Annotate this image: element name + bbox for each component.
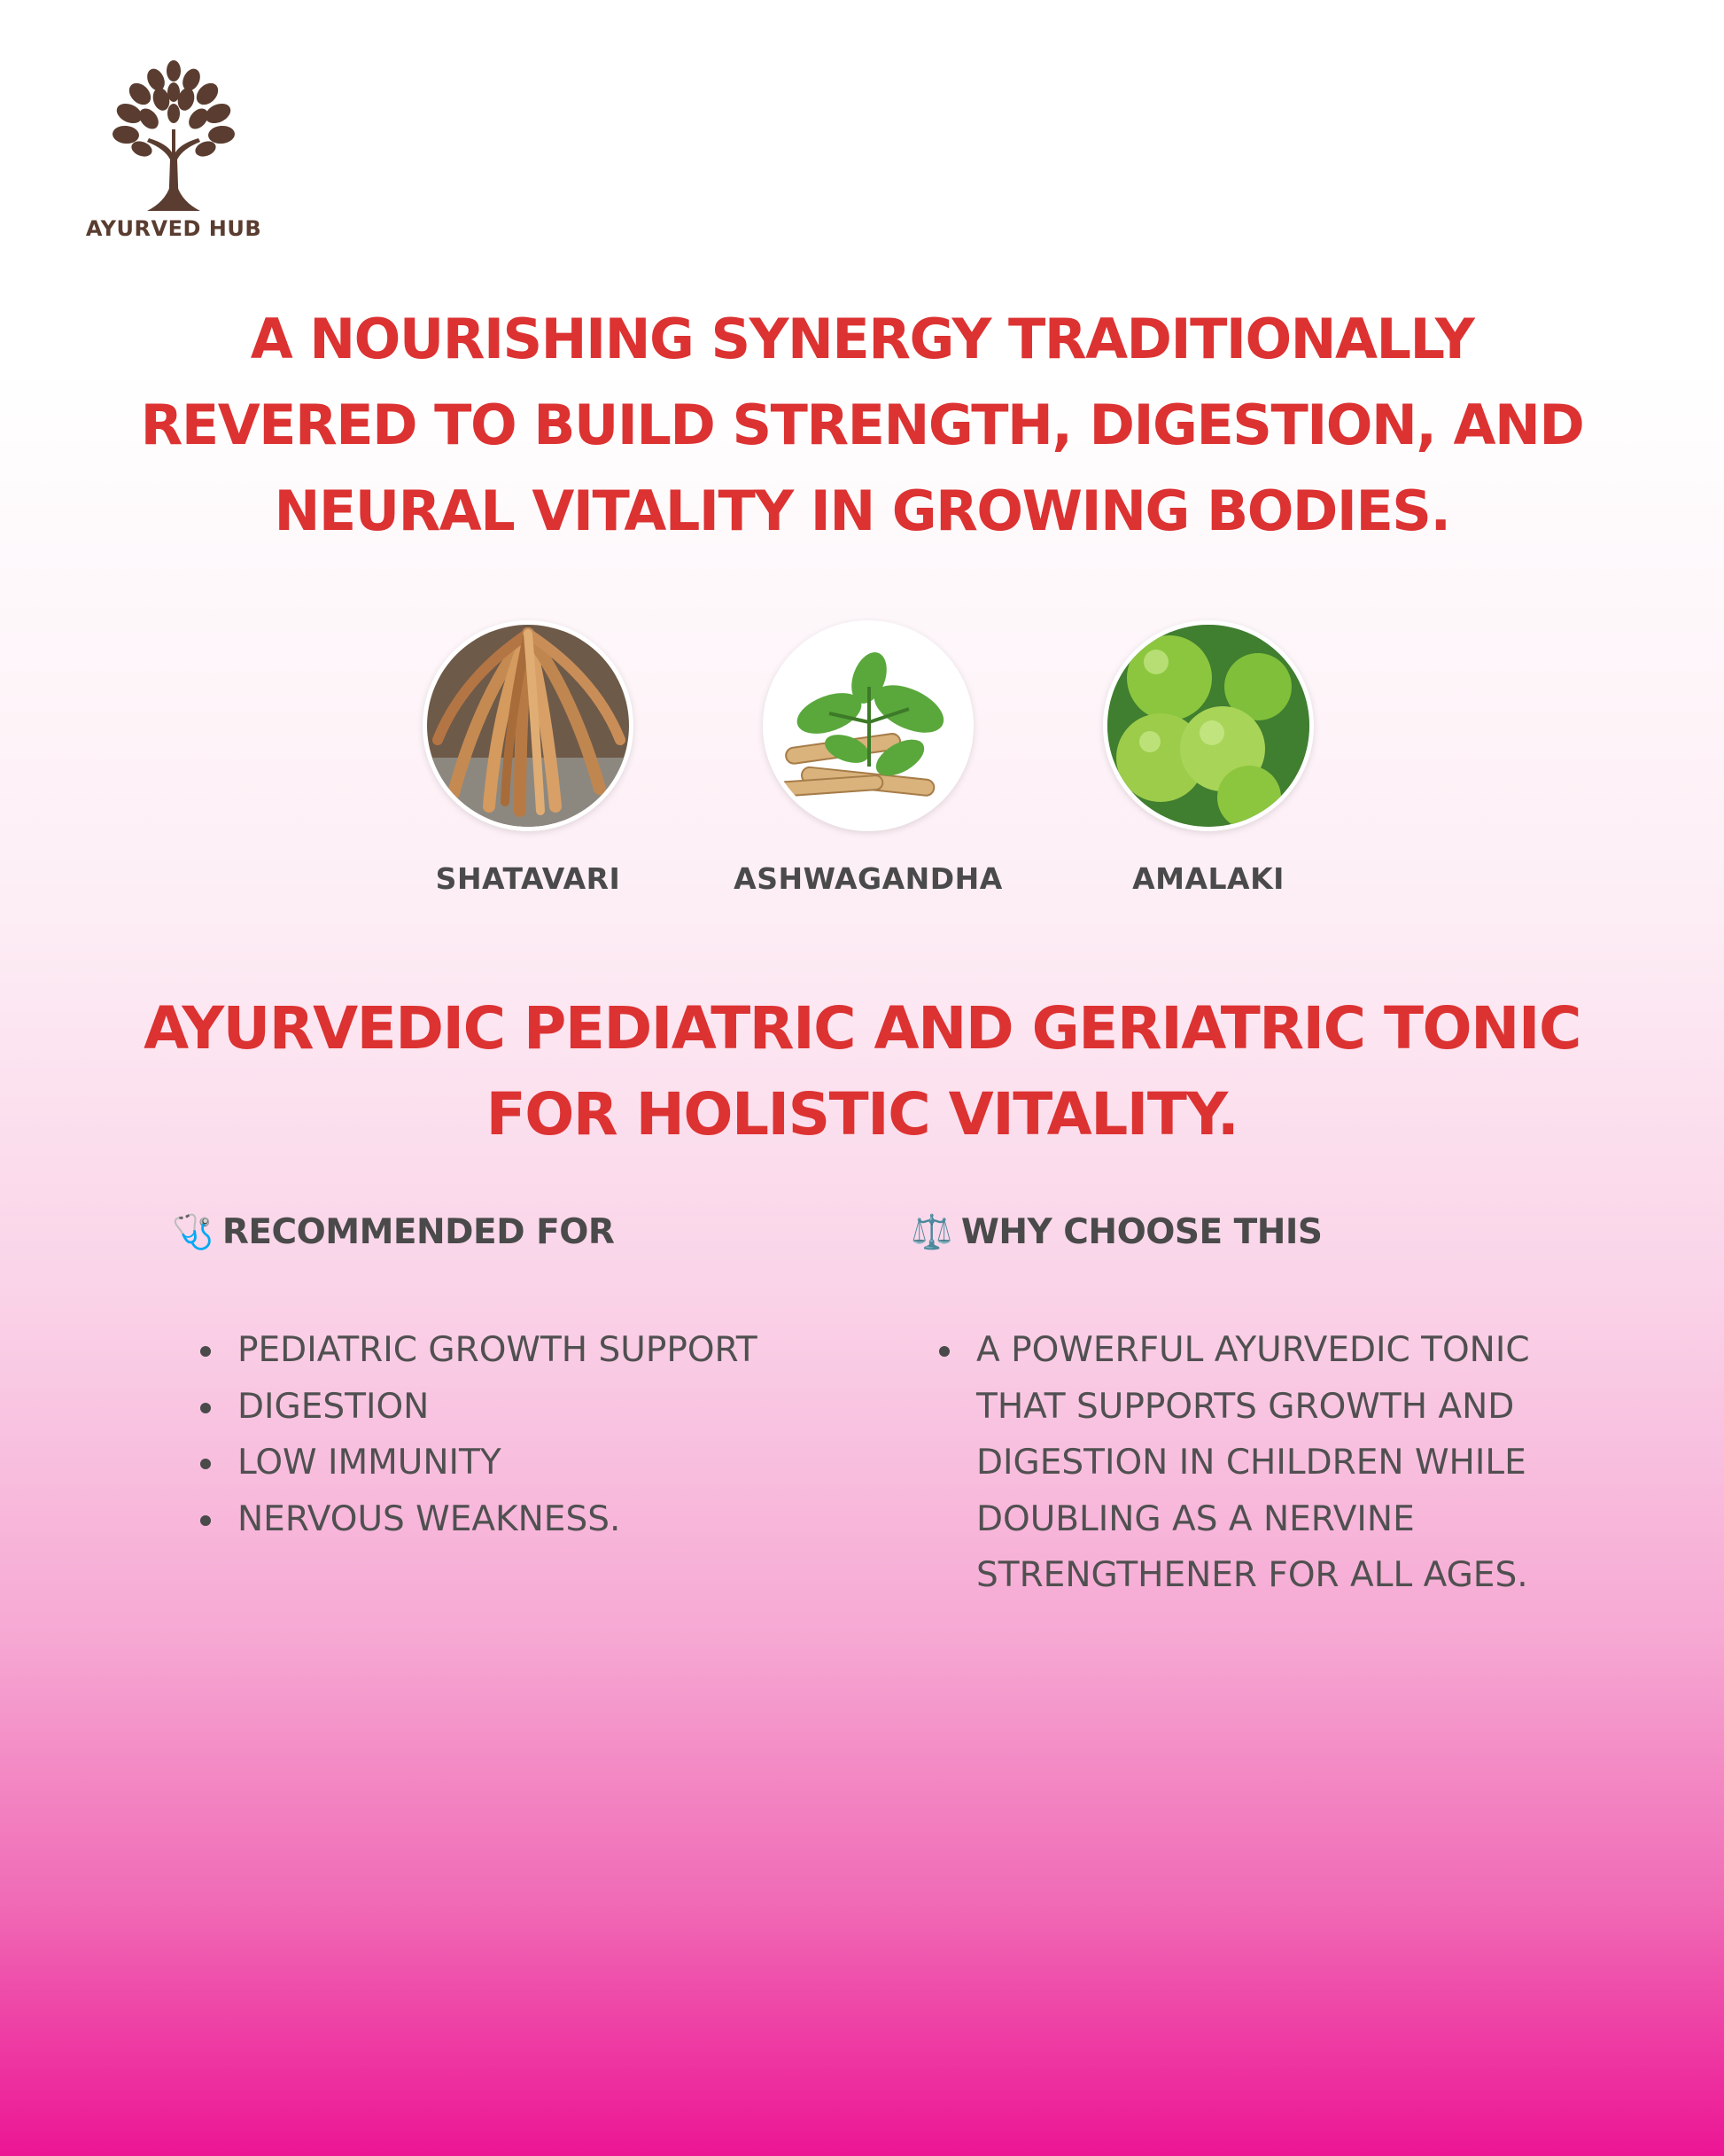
recommended-title: [172, 1212, 614, 1252]
herb-ashwagandha: [709, 620, 1028, 896]
list-item: DIGESTION: [200, 1379, 820, 1436]
herb-label-amalaki: AMALAKI: [1132, 861, 1285, 896]
herb-row: [0, 620, 1724, 904]
list-item: LOW IMMUNITY: [200, 1435, 820, 1491]
ashwagandha-image: [763, 620, 974, 831]
herb-label-shatavari: SHATAVARI: [435, 861, 621, 896]
herb-label-ashwagandha: ASHWAGANDHA: [734, 861, 1003, 896]
why-list: [939, 1322, 1550, 1604]
why-title: [911, 1212, 1323, 1252]
shatavari-image: [423, 620, 633, 831]
list-item: A POWERFUL AYURVEDIC TONIC THAT SUPPORTS GROWTH AND DIGESTION IN CHILDREN WHILE DOUBLING AS A NERVINE STRENGTHENER FOR ALL AGES.: [939, 1322, 1550, 1604]
brand-name: AYURVED HUB: [85, 216, 262, 241]
list-item: NERVOUS WEAKNESS.: [200, 1491, 820, 1548]
herb-shatavari: [369, 620, 687, 896]
amla-fruit-image: [1107, 625, 1309, 827]
ashwagandha-leaf-root-image: [767, 625, 969, 827]
amalaki-image: [1103, 620, 1314, 831]
recommended-title-text: RECOMMENDED FOR: [221, 1212, 615, 1252]
list-item: PEDIATRIC GROWTH SUPPORT: [200, 1322, 820, 1379]
why-title-text: WHY CHOOSE THIS: [960, 1212, 1323, 1252]
recommended-list: [200, 1322, 820, 1547]
tree-icon: [94, 53, 253, 213]
main-headline: A NOURISHING SYNERGY TRADITIONALLY REVERED TO BUILD STRENGTH, DIGESTION, AND NEURAL VITALITY IN GROWING BODIES.: [140, 307, 1584, 543]
sub-headline: AYURVEDIC PEDIATRIC AND GERIATRIC TONIC FOR HOLISTIC VITALITY.: [144, 994, 1580, 1148]
herb-amalaki: [1049, 620, 1368, 896]
balance-scale-icon: ⚖️: [911, 1212, 952, 1251]
stethoscope-icon: 🩺: [172, 1212, 214, 1251]
shatavari-root-image: [427, 625, 629, 827]
brand-logo: [85, 53, 262, 241]
